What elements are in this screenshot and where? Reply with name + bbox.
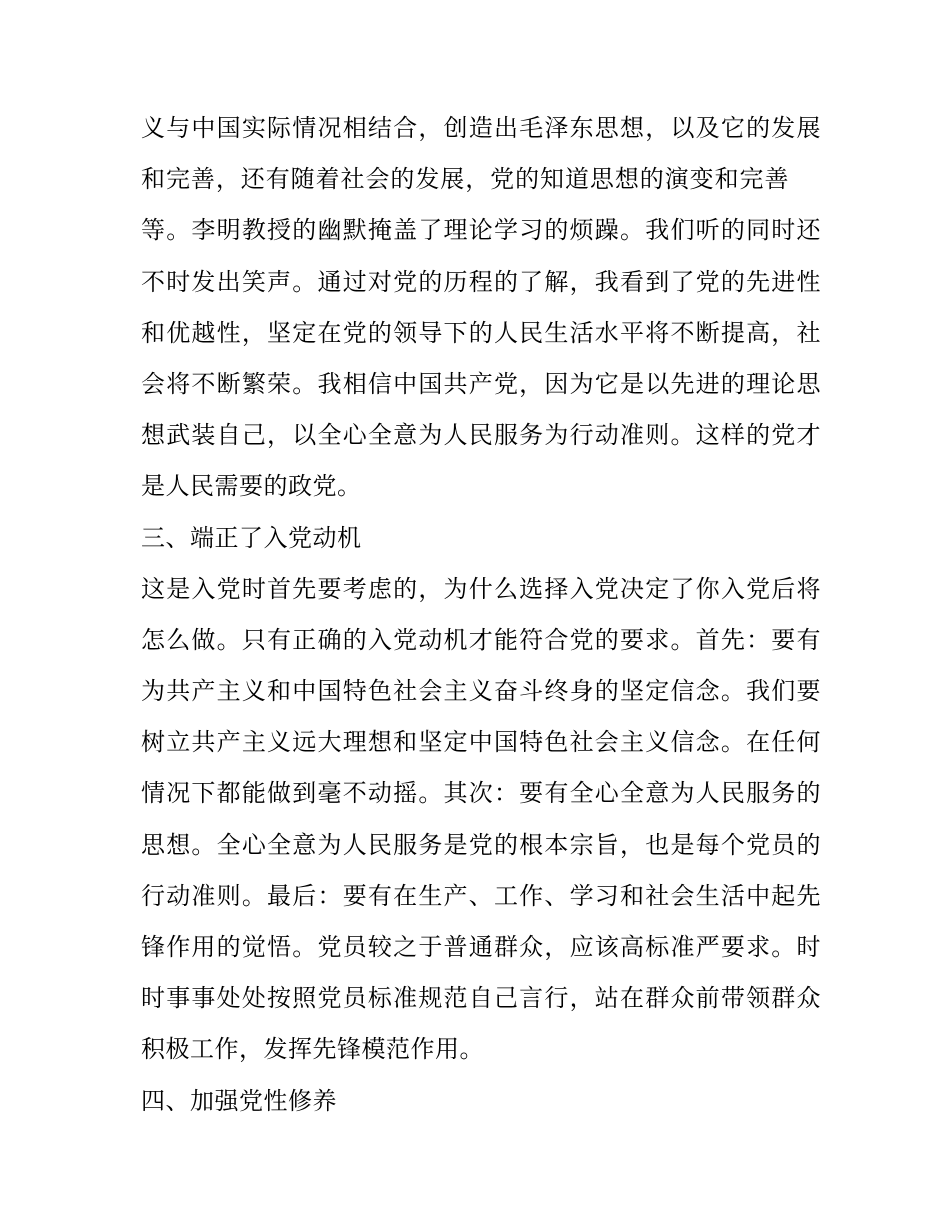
paragraph-line: 是人民需要的政党。 [141,472,362,501]
paragraph-line: 怎么做。只有正确的入党动机才能符合党的要求。首先：要有 [141,625,821,654]
paragraph-line: 情况下都能做到毫不动摇。其次：要有全心全意为人民服务的 [141,779,821,808]
section-heading: 四、加强党性修养 [141,1086,337,1115]
paragraph-line: 和优越性，坚定在党的领导下的人民生活水平将不断提高，社 [141,318,821,347]
paragraph-line: 树立共产主义远大理想和坚定中国特色社会主义信念。在任何 [141,728,821,757]
paragraph-line: 会将不断繁荣。我相信中国共产党，因为它是以先进的理论思 [141,369,821,398]
paragraph-line: 等。李明教授的幽默掩盖了理论学习的烦躁。我们听的同时还 [141,216,821,245]
section-heading: 三、端正了入党动机 [141,523,362,552]
paragraph-line: 不时发出笑声。通过对党的历程的了解，我看到了党的先进性 [141,267,821,296]
paragraph-line: 行动准则。最后：要有在生产、工作、学习和社会生活中起先 [141,881,821,910]
paragraph-line: 义与中国实际情况相结合，创造出毛泽东思想，以及它的发展 [141,114,821,142]
paragraph-line: 想武装自己，以全心全意为人民服务为行动准则。这样的党才 [141,421,821,450]
paragraph-line: 时事事处处按照党员标准规范自己言行，站在群众前带领群众 [141,984,821,1013]
paragraph-line: 这是入党时首先要考虑的，为什么选择入党决定了你入党后将 [141,574,821,603]
paragraph-line: 和完善，还有随着社会的发展，党的知道思想的演变和完善 [141,165,789,194]
body-text [141,103,821,1127]
paragraph-line: 积极工作，发挥先锋模范作用。 [141,1035,484,1064]
paragraph-line: 锋作用的觉悟。党员较之于普通群众，应该高标准严要求。时 [141,933,821,961]
paragraph-line: 为共产主义和中国特色社会主义奋斗终身的坚定信念。我们要 [141,677,821,706]
paragraph-line: 思想。全心全意为人民服务是党的根本宗旨，也是每个党员的 [141,830,821,859]
